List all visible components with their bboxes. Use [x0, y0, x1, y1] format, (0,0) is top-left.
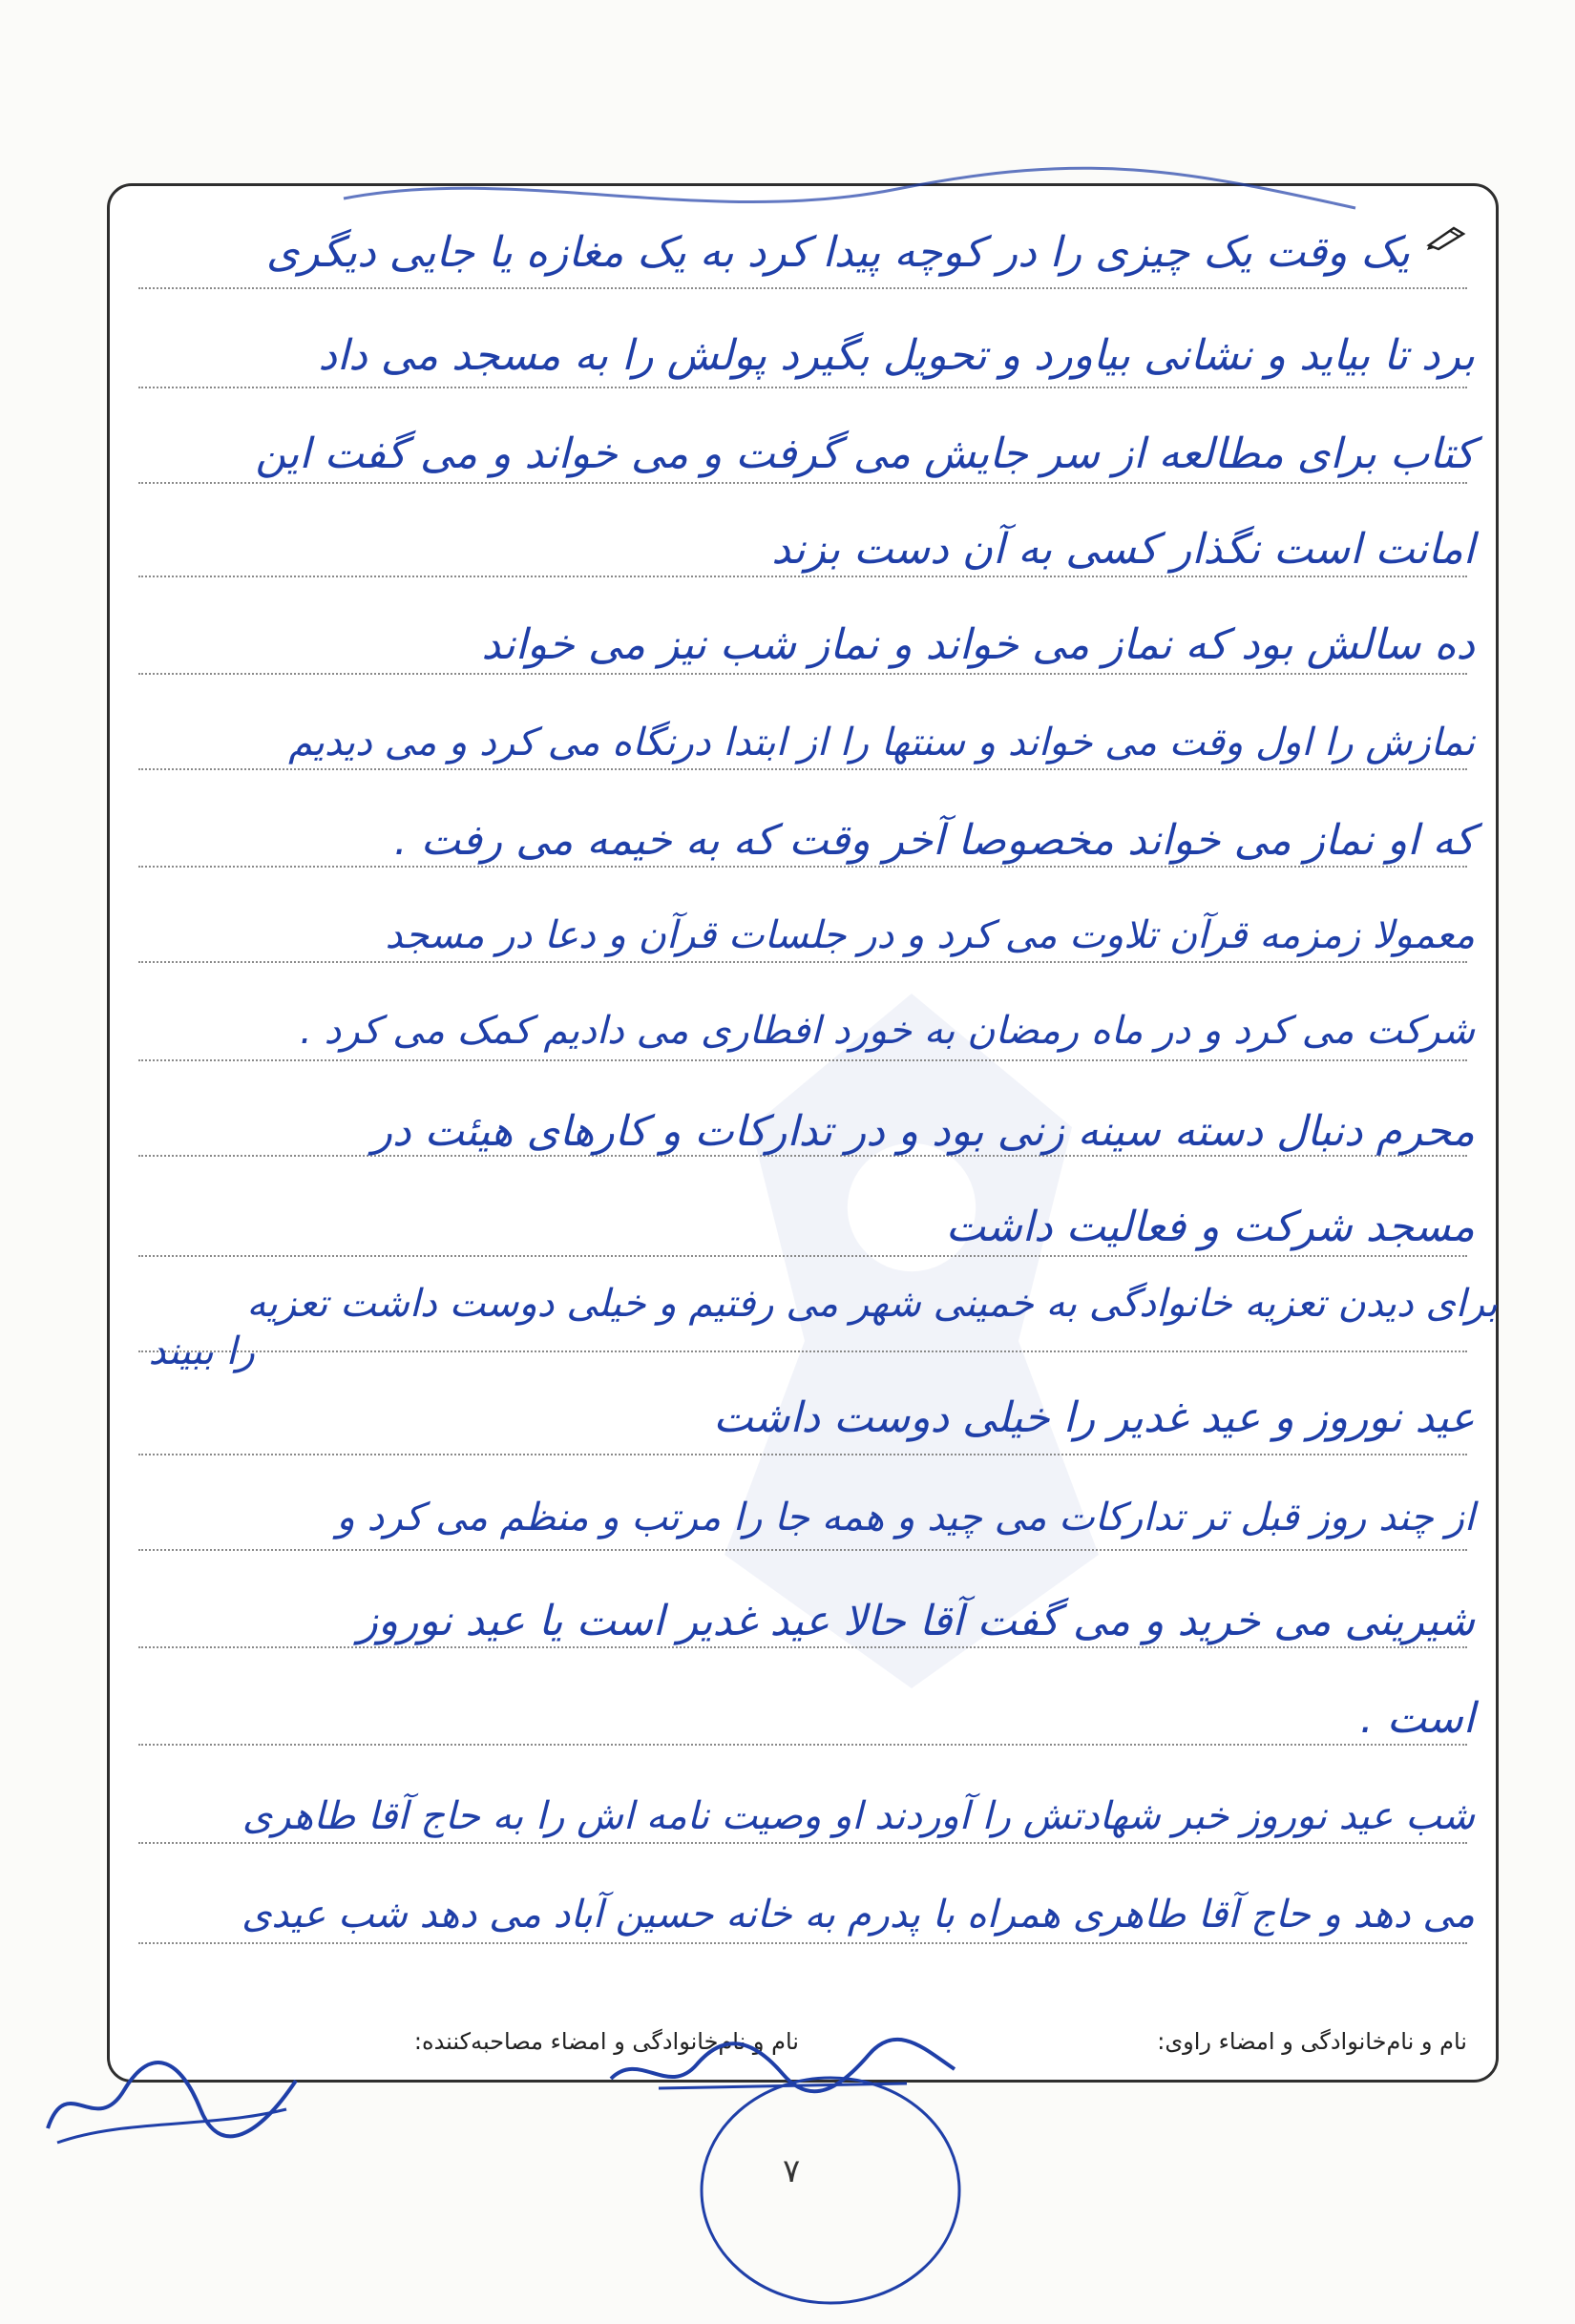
handwritten-line: نمازش را اول وقت می خواند و سنتها را از ابتدا درنگاه می کرد و می دیدیم: [288, 721, 1475, 764]
rule-line: [138, 1744, 1467, 1746]
rule-line: [138, 576, 1467, 577]
rule-line: [138, 1350, 1467, 1352]
handwritten-line: شرکت می کرد و در ماه رمضان به خورد افطاری می دادیم کمک می کرد .: [300, 1009, 1475, 1053]
handwritten-line: امانت است نگذار کسی به آن دست بزند: [771, 525, 1475, 574]
handwritten-line: مسجد شرکت و فعالیت داشت: [945, 1203, 1475, 1251]
handwritten-line: برد تا بیاید و نشانی بیاورد و تحویل بگیرد پولش را به مسجد می داد: [318, 331, 1475, 380]
handwritten-line: یک وقت یک چیزی را در کوچه پیدا کرد به یک مغازه یا جایی دیگری: [265, 228, 1410, 277]
handwritten-line: شب عید نوروز خبر شهادتش را آوردند او وصیت نامه اش را به حاج آقا طاهری: [242, 1794, 1475, 1838]
rule-line: [138, 387, 1467, 388]
stamp-oval: [692, 2057, 969, 2310]
handwritten-line: عید نوروز و عید غدیر را خیلی دوست داشت: [713, 1393, 1475, 1442]
page-number: ۷: [783, 2152, 801, 2190]
rule-line: [138, 1942, 1467, 1944]
rule-line: [138, 482, 1467, 484]
handwritten-line: را ببیند: [148, 1329, 255, 1373]
rule-line: [138, 1646, 1467, 1648]
handwritten-line: که او نماز می خواند مخصوصا آخر وقت که به خیمه می رفت .: [393, 816, 1475, 865]
rule-line: [138, 1454, 1467, 1455]
page-frame: [107, 183, 1499, 2083]
rule-line: [138, 1842, 1467, 1844]
rule-line: [138, 1059, 1467, 1061]
rule-line: [138, 1549, 1467, 1551]
handwritten-line: است .: [1359, 1694, 1475, 1743]
rule-line: [138, 673, 1467, 675]
handwritten-line: کتاب برای مطالعه از سر جایش می گرفت و می خواند و می گفت این: [255, 429, 1475, 478]
interviewer-signature-label: نام و نام‌خانوادگی و امضاء مصاحبه‌کننده:: [413, 2028, 799, 2055]
handwritten-line: می دهد و حاج آقا طاهری همراه با پدرم به خانه حسین آباد می دهد شب عیدی: [242, 1893, 1475, 1937]
rule-line: [138, 866, 1467, 868]
handwritten-line: برای دیدن تعزیه خانوادگی به خمینی شهر می رفتیم و خیلی دوست داشت تعزیه: [246, 1282, 1498, 1326]
handwritten-line: محرم دنبال دسته سینه زنی بود و در تدارکات و کارهای هیئت در: [371, 1107, 1475, 1156]
rule-line: [138, 961, 1467, 963]
handwritten-line: شیرینی می خرید و می گفت آقا حالا عید غدیر است یا عید نوروز: [357, 1597, 1475, 1645]
handwritten-line: ده سالش بود که نماز می خواند و نماز شب نیز می خواند: [481, 620, 1475, 669]
rule-line: [138, 768, 1467, 770]
rule-line: [138, 1255, 1467, 1257]
correction-smudge: [325, 160, 1375, 237]
handwritten-line: از چند روز قبل تر تدارکات می چید و همه جا را مرتب و منظم می کرد و: [336, 1496, 1475, 1539]
rule-line: [138, 287, 1467, 289]
narrator-signature-label: نام و نام‌خانوادگی و امضاء راوی:: [1157, 2028, 1467, 2055]
interviewer-signature: [38, 2052, 305, 2157]
handwritten-line: معمولا زمزمه قرآن تلاوت می کرد و در جلسات قرآن و دعا در مسجد: [385, 913, 1475, 957]
